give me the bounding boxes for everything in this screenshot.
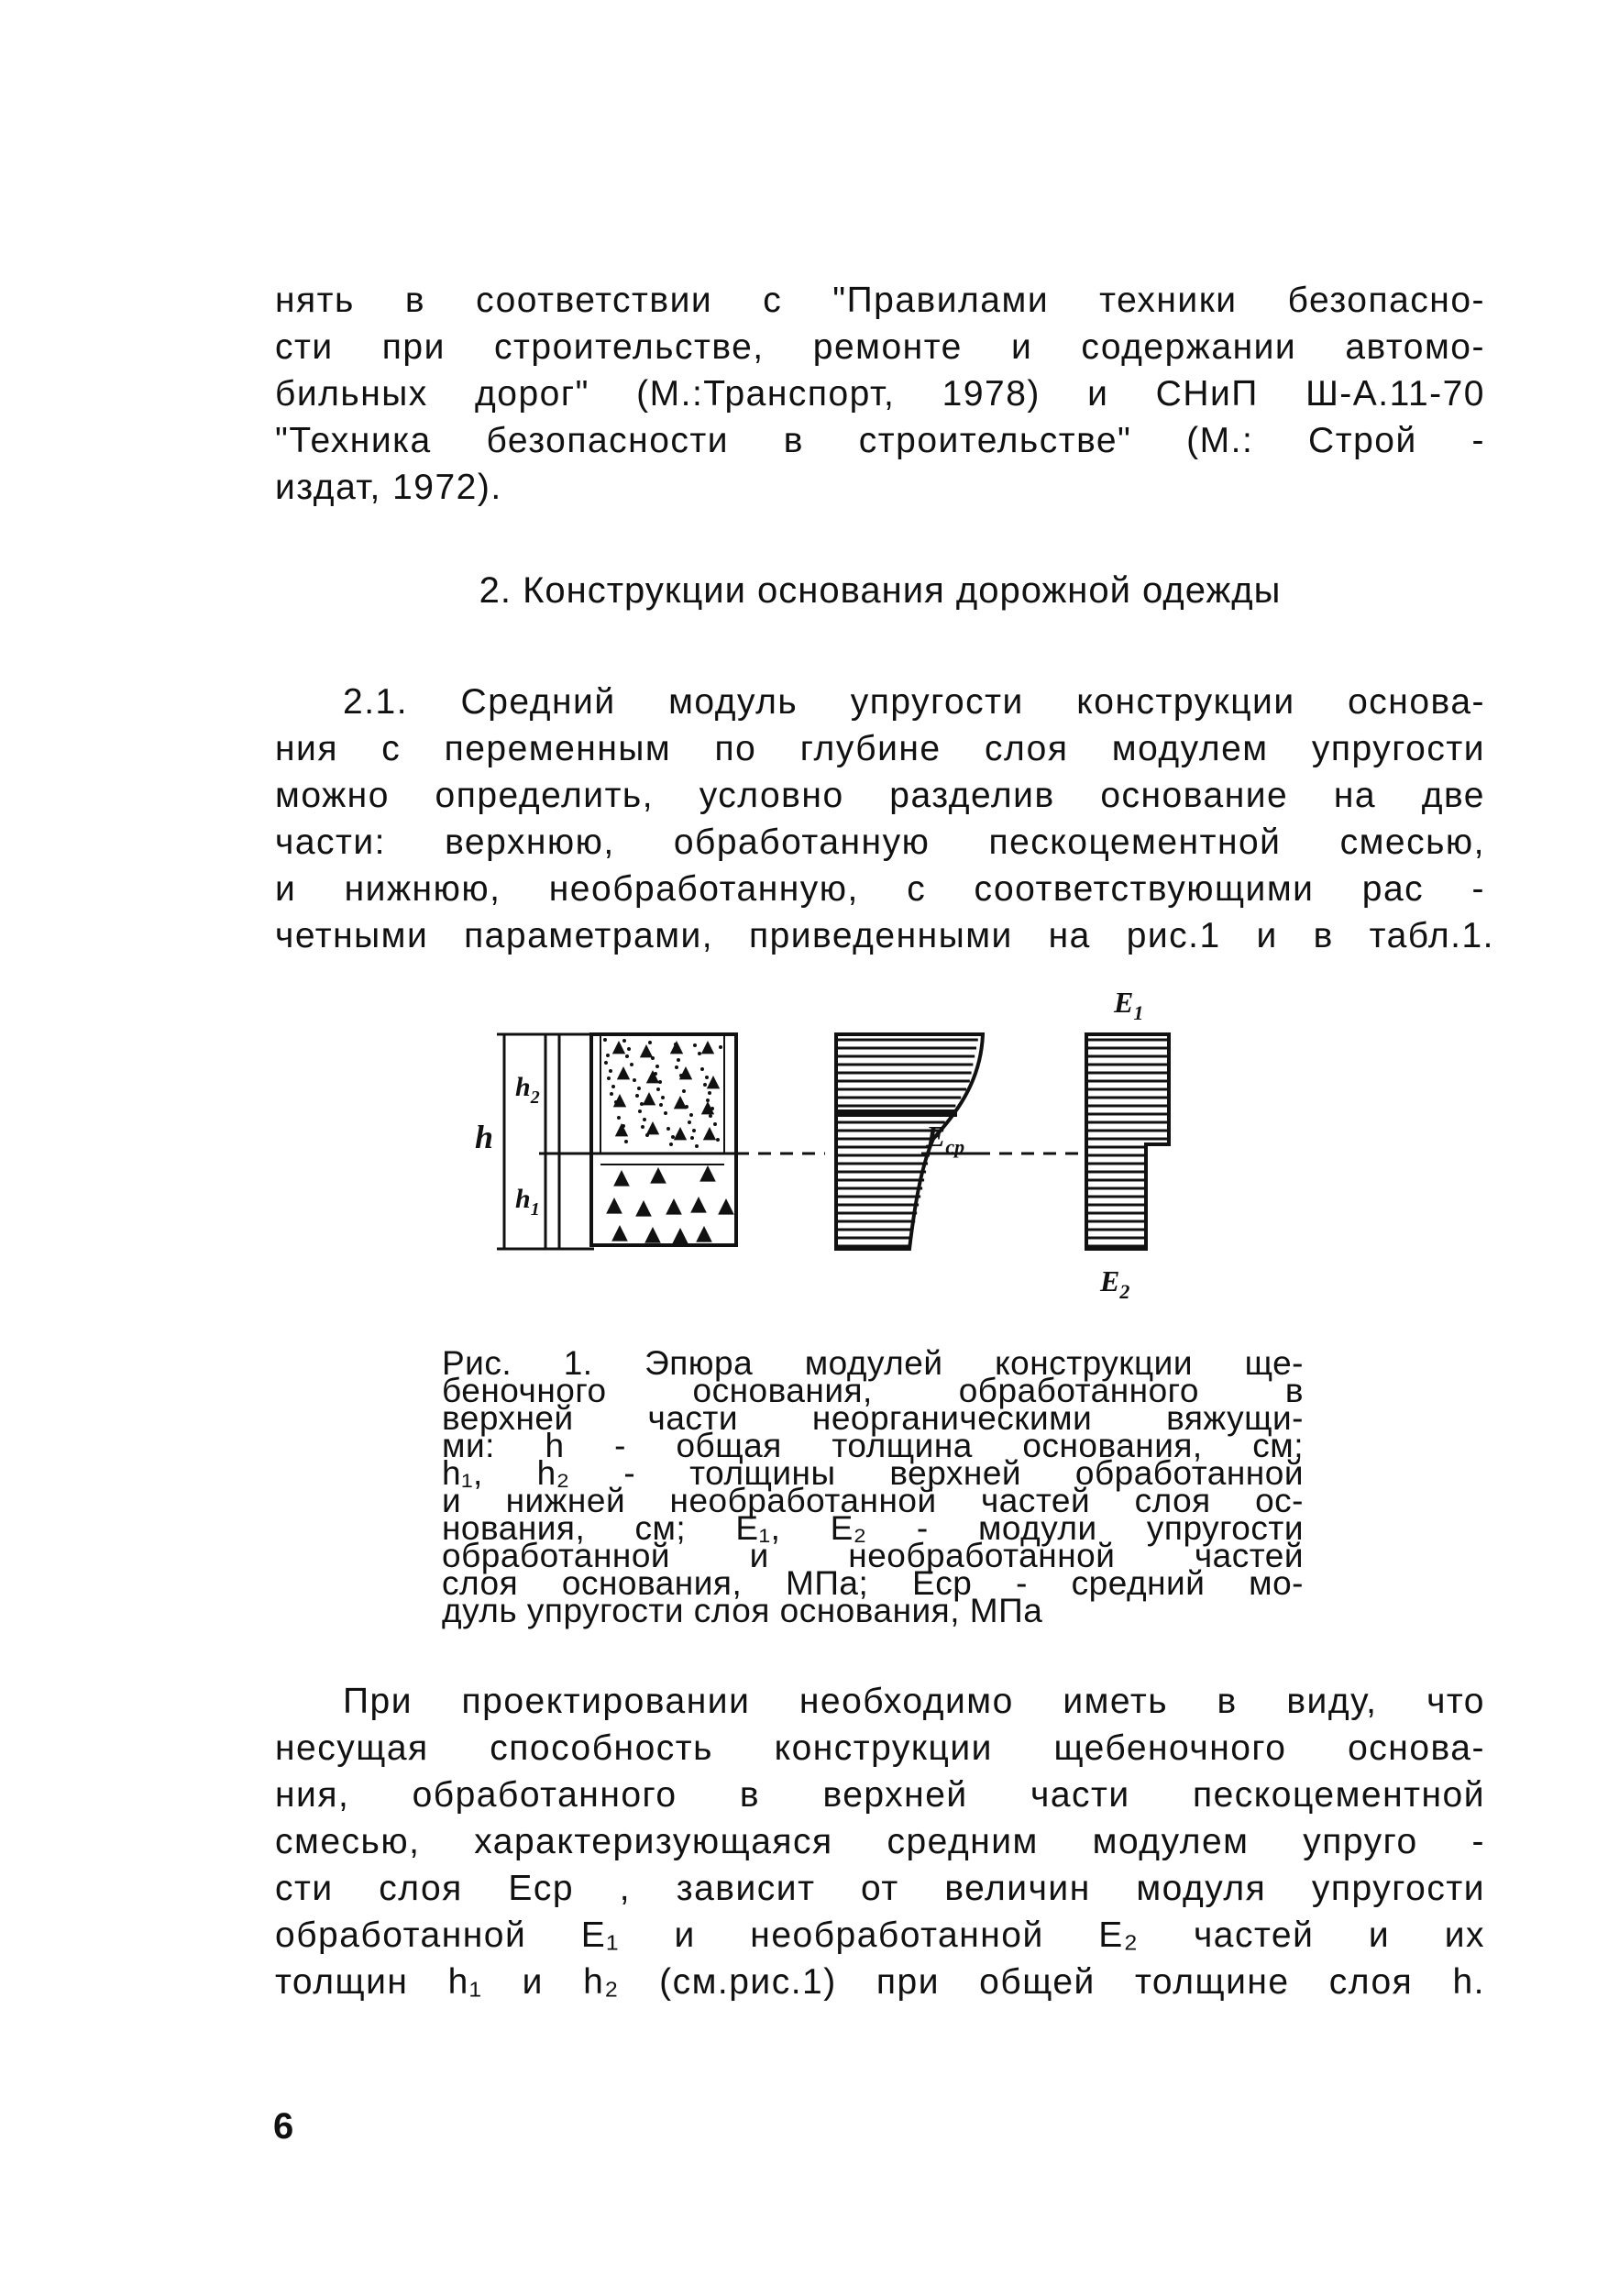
figure-caption xyxy=(442,1344,1304,1629)
aggregate-dot xyxy=(689,1113,693,1117)
aggregate-dot xyxy=(695,1144,699,1148)
dimension-lines xyxy=(497,1034,594,1249)
aggregate-dot xyxy=(648,1041,652,1044)
aggregate-dot xyxy=(607,1076,611,1080)
label-h: h xyxy=(475,1119,494,1155)
aggregate-dot xyxy=(719,1045,722,1049)
aggregate-dot xyxy=(611,1085,615,1088)
label-e2: $E_2$ xyxy=(1100,1264,1130,1303)
label-h2: $h_2$ xyxy=(515,1072,540,1108)
aggregate-dot xyxy=(703,1083,707,1087)
aggregate-dot xyxy=(651,1056,655,1060)
aggregate-dot xyxy=(705,1076,709,1079)
text-line: толщин h₁ и h₂ (см.рис.1) при общей толщине слоя h. xyxy=(275,1962,1485,2002)
aggregate-dot xyxy=(688,1120,691,1124)
label-ecp: $E_{ср}$ xyxy=(926,1120,965,1158)
caption-line: ми: h - общая толщина основания, см; xyxy=(442,1427,1304,1464)
text-line: и нижнюю, необработанную, с соответствующими рас - xyxy=(275,869,1485,909)
section-heading: 2. Конструкции основания дорожной одежды xyxy=(479,570,1282,611)
text-line: обработанной E₁ и необработанной E₂ частей и их xyxy=(275,1915,1485,1955)
caption-line: беночного основания, обработанного в xyxy=(442,1372,1304,1409)
aggregate-dot xyxy=(664,1111,667,1115)
aggregate-dot xyxy=(630,1063,633,1066)
text-line: ния, обработанного в верхней части пескоцементной xyxy=(275,1775,1485,1815)
aggregate-dot xyxy=(620,1131,623,1135)
text-line: При проектировании необходимо иметь в виду, что xyxy=(343,1682,1485,1721)
text-line: части: верхнюю, обработанную пескоцементной смесью, xyxy=(275,822,1485,862)
caption-line: обработанной и необработанной частей xyxy=(442,1537,1304,1574)
aggregate-dot xyxy=(604,1061,608,1065)
base-cross-section xyxy=(591,1034,736,1245)
aggregate-dot xyxy=(622,1039,626,1043)
caption-line: Рис. 1. Эпюра модулей конструкции ще- xyxy=(442,1344,1304,1382)
aggregate-dot xyxy=(708,1091,711,1095)
caption-line: и нижней необработанной частей слоя ос- xyxy=(442,1482,1304,1519)
aggregate-dot xyxy=(659,1103,663,1107)
aggregate-dot xyxy=(655,1065,659,1068)
aggregate-dot xyxy=(622,1124,625,1128)
aggregate-dot xyxy=(609,1069,612,1073)
aggregate-dot xyxy=(610,1092,613,1096)
text-line: сти слоя Eср , зависит от величин модуля упругости xyxy=(275,1869,1485,1908)
aggregate-dot xyxy=(656,1087,660,1091)
aggregate-dot xyxy=(625,1054,629,1058)
aggregate-dot xyxy=(661,1096,665,1099)
aggregate-dot xyxy=(679,1074,683,1077)
caption-line: нования, см; E₁, E₂ - модули упругости xyxy=(442,1509,1304,1547)
text-line: можно определить, условно разделив основание на две xyxy=(275,776,1485,815)
aggregate-dot xyxy=(654,1072,657,1076)
aggregate-dot xyxy=(603,1038,607,1042)
text-line: ния с переменным по глубине слоя модулем упругости xyxy=(275,729,1485,768)
aggregate-dot xyxy=(677,1058,680,1062)
aggregate-dot xyxy=(698,1052,701,1055)
hatch-band xyxy=(838,1109,957,1117)
aggregate-dot xyxy=(658,1080,662,1084)
aggregate-dot xyxy=(710,1107,714,1110)
text-line: бильных дорог" (М.:Транспорт, 1978) и СНиП Ш-А.11-70 xyxy=(275,374,1485,414)
aggregate-dot xyxy=(706,1098,710,1102)
label-e1: $E_1$ xyxy=(1114,986,1144,1024)
aggregate-dot xyxy=(700,1067,704,1071)
caption-line: слоя основания, МПа; Eср - средний мо- xyxy=(442,1564,1304,1602)
modulus-diagram-svg xyxy=(440,983,1265,1313)
text-line: 2.1. Средний модуль упругости конструкции основа- xyxy=(343,682,1485,722)
aggregate-dot xyxy=(645,1133,649,1137)
aggregate-dot xyxy=(614,1100,618,1104)
aggregate-dot xyxy=(633,1078,636,1082)
aggregate-dot xyxy=(685,1105,688,1109)
text-line: смесью, характеризующаяся средним модулем упруго - xyxy=(275,1822,1485,1861)
design-paragraph xyxy=(275,1678,1485,2005)
aggregate-dot xyxy=(713,1122,717,1126)
text-line: несущая способность конструкции щебеночного основа- xyxy=(275,1728,1485,1768)
aggregate-dot xyxy=(643,1118,646,1121)
aggregate-dot xyxy=(669,1142,673,1146)
aggregate-dot xyxy=(709,1114,712,1118)
text-line: "Техника безопасности в строительстве" (М.: Строй - xyxy=(275,421,1485,460)
text-line: нять в соответствии с "Правилами техники безопасно- xyxy=(275,281,1485,320)
stepped-modulus-epure xyxy=(1086,1034,1169,1249)
text-line: сти при строительстве, ремонте и содержании автомо- xyxy=(275,327,1485,367)
aggregate-dot xyxy=(692,1129,696,1132)
aggregate-dot xyxy=(675,1065,678,1069)
aggregate-dot xyxy=(674,1043,677,1046)
aggregate-dot xyxy=(637,1087,641,1090)
aggregate-dot xyxy=(666,1127,670,1131)
aggregate-dot xyxy=(635,1094,639,1098)
aggregate-dot xyxy=(682,1089,686,1093)
aggregate-dot xyxy=(641,1125,644,1129)
aggregate-dot xyxy=(716,1138,720,1142)
aggregate-dot xyxy=(640,1102,644,1106)
page-number: 6 xyxy=(273,2106,294,2147)
aggregate-dot xyxy=(693,1043,697,1047)
modulus-diagram xyxy=(440,983,1265,1313)
text-line: издат, 1972). xyxy=(275,468,502,507)
aggregate-dot xyxy=(690,1136,694,1140)
caption-line: дуль упругости слоя основания, МПа xyxy=(442,1592,1043,1629)
aggregate-dot xyxy=(606,1054,610,1057)
label-h1: $h_1$ xyxy=(515,1184,540,1220)
aggregate-dot xyxy=(617,1116,621,1120)
aggregate-dot xyxy=(624,1140,628,1143)
paragraph-2-1 xyxy=(275,679,1494,959)
aggregate-dot xyxy=(672,1050,676,1054)
aggregate-dot xyxy=(671,1135,675,1139)
aggregate-dot xyxy=(627,1047,631,1051)
caption-line: h₁, h₂ - толщины верхней обработанной xyxy=(442,1454,1304,1492)
aggregate-dot xyxy=(638,1109,642,1113)
caption-line: верхней части неорганическими вяжущи- xyxy=(442,1399,1304,1437)
intro-paragraph xyxy=(275,277,1485,511)
text-line: четными параметрами, приведенными на рис.1 и в табл.1. xyxy=(275,916,1494,955)
